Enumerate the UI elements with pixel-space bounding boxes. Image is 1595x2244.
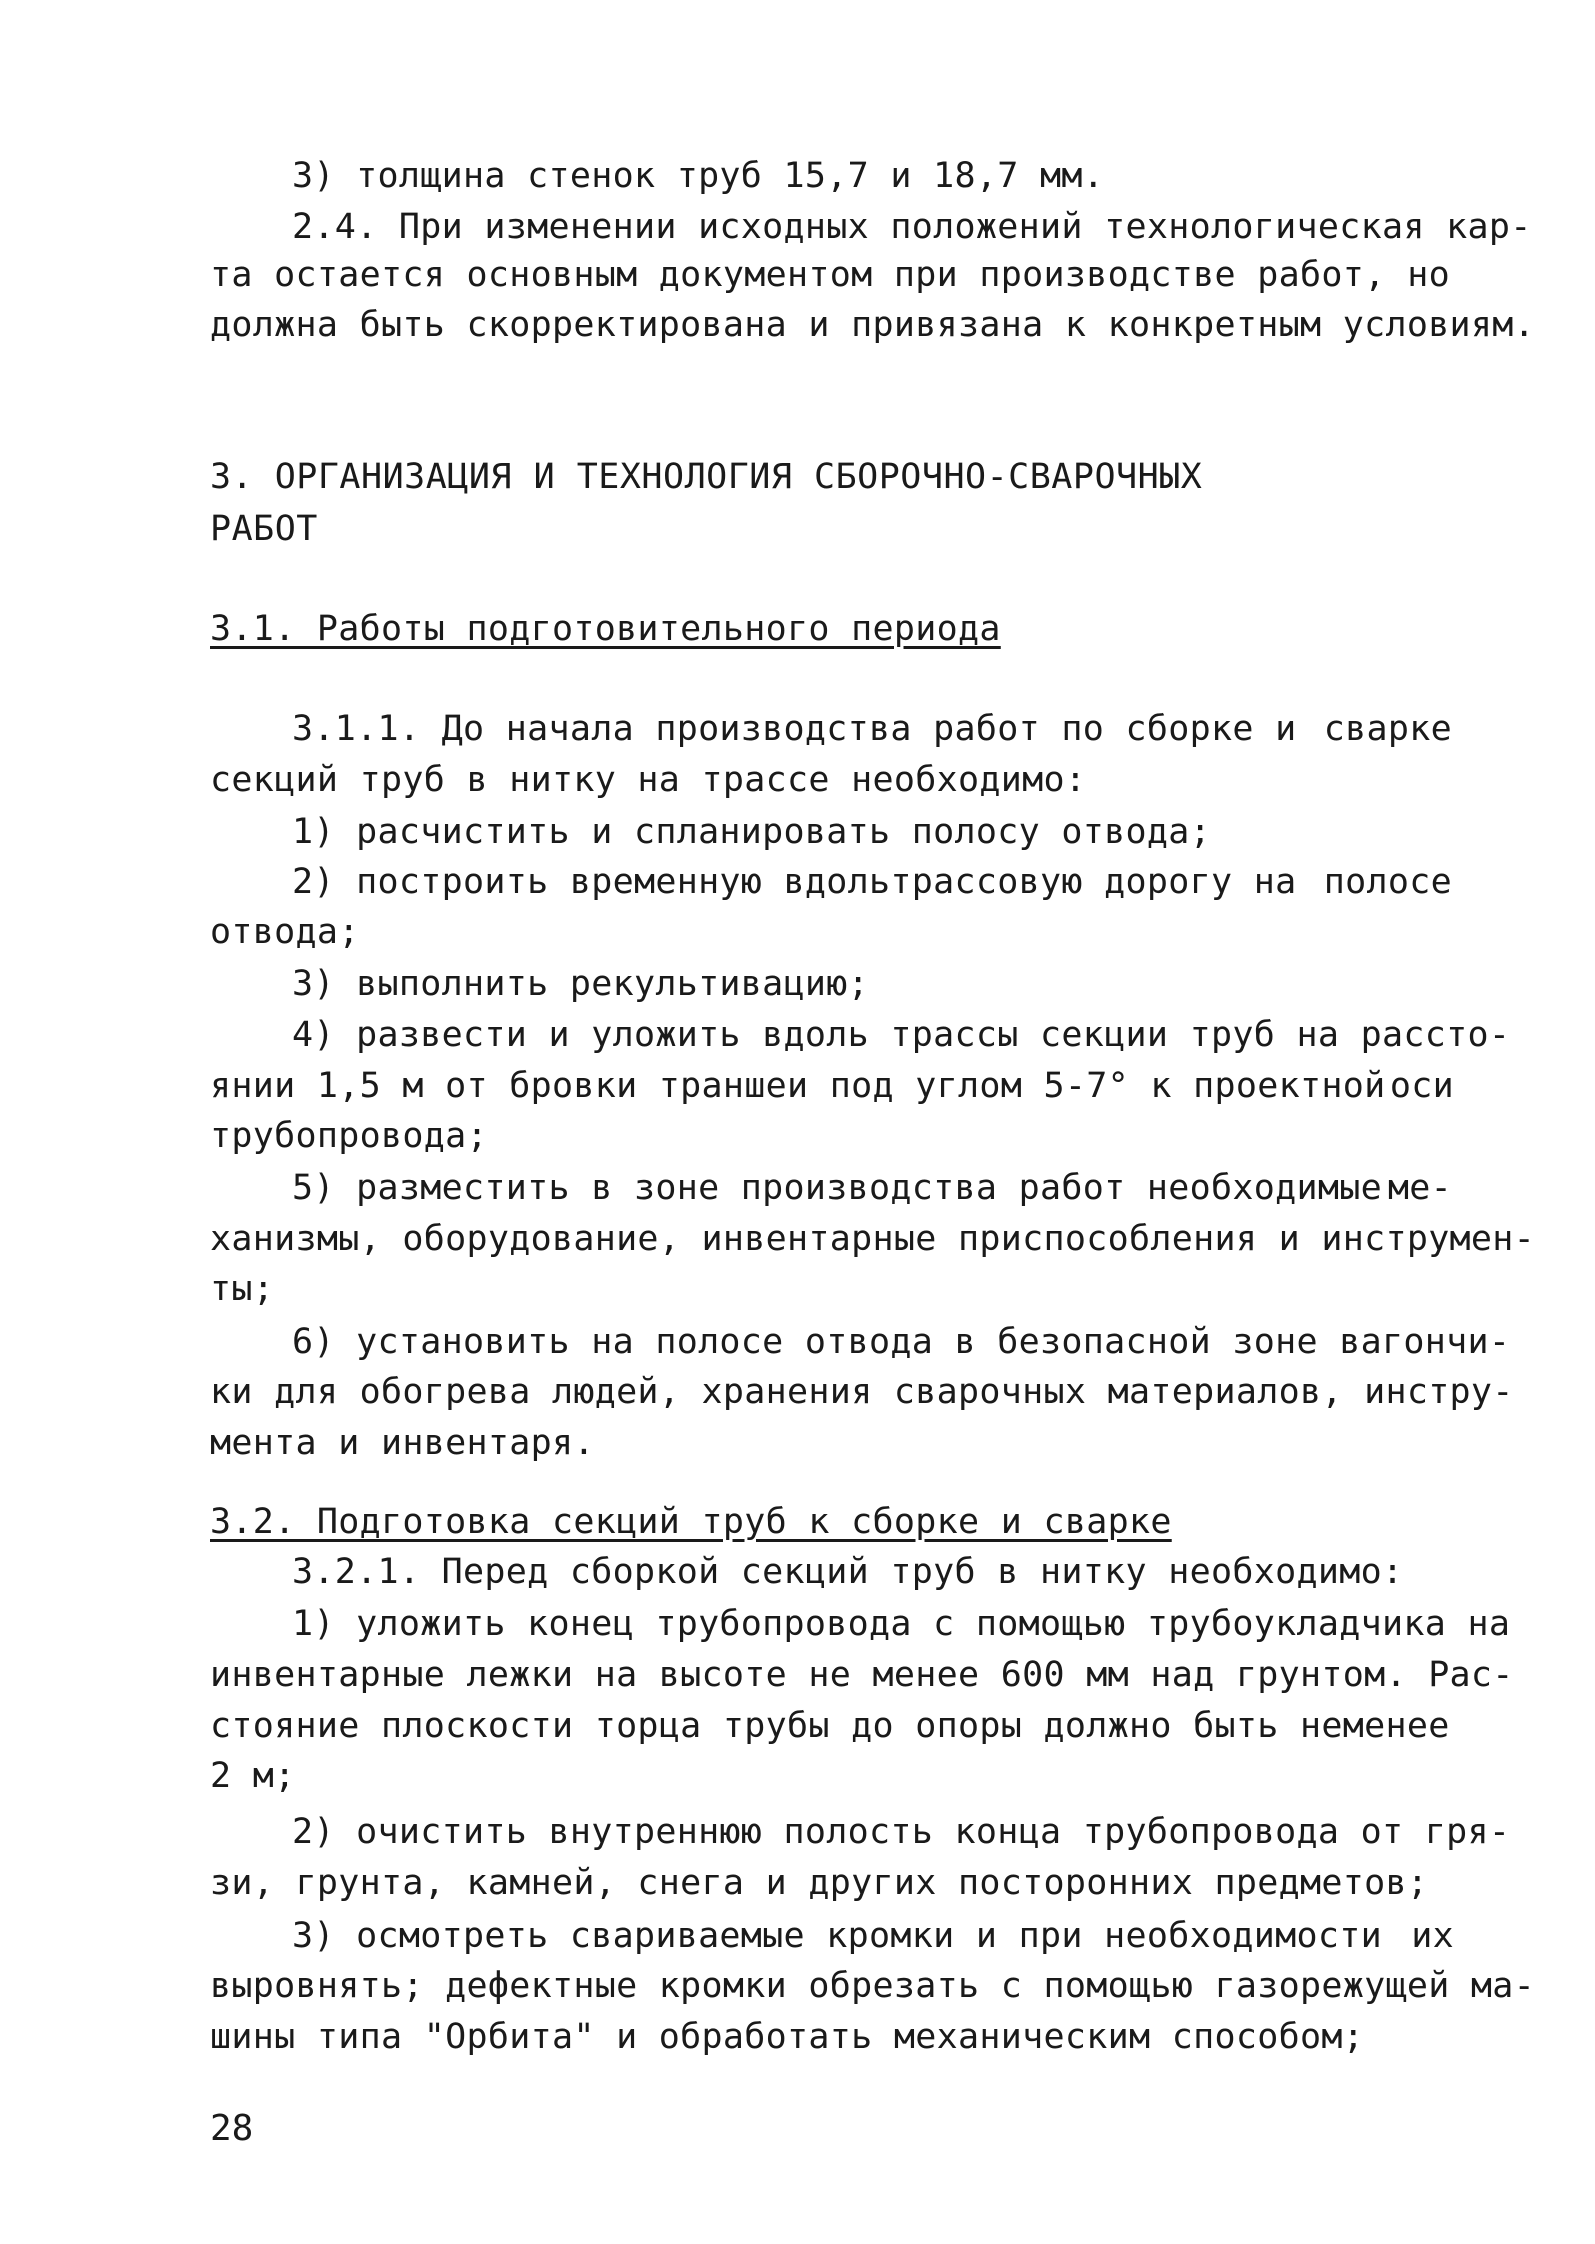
list-item-2-clean-cavity-line-1: 2) очистить внутреннюю полость конца трубопровода от гря- bbox=[292, 1812, 1511, 1852]
section-3-heading-continued: РАБОТ bbox=[210, 509, 318, 549]
list-item-3-inspect-edges-line-2: выровнять; дефектные кромки обрезать с помощью газорежущей ма- bbox=[210, 1966, 1536, 2006]
list-item-2-build-road-line-1: 2) построить временную вдольтрассовую дорогу на полосе bbox=[292, 862, 1452, 902]
list-item-6-install-wagons-line-1: 6) установить на полосе отвода в безопасной зоне вагончи- bbox=[292, 1322, 1511, 1362]
list-item-5-place-equipment-line-1: 5) разместить в зоне производства работ необходимые ме- bbox=[292, 1168, 1452, 1208]
list-item-1-lay-pipe-end-line-3: стояние плоскости торца трубы до опоры должно быть не менее bbox=[210, 1706, 1450, 1746]
list-item-3-inspect-edges-line-3: шины типа "Орбита" и обработать механическим способом; bbox=[210, 2017, 1365, 2057]
paragraph-2-4-line-2: та остается основным документом при производстве работ, но bbox=[210, 255, 1450, 295]
list-item-5-place-equipment-line-3: ты; bbox=[210, 1269, 275, 1309]
list-item-1-lay-pipe-end-line-2: инвентарные лежки на высоте не менее 600 мм над грунтом. Рас- bbox=[210, 1655, 1514, 1695]
list-item-3-inspect-edges-line-1: 3) осмотреть свариваемые кромки и при необходимости их bbox=[292, 1916, 1454, 1956]
list-item-3-recultivation: 3) выполнить рекультивацию; bbox=[292, 964, 870, 1004]
list-item-6-install-wagons-line-2: ки для обогрева людей, хранения сварочных материалов, инстру- bbox=[210, 1372, 1514, 1412]
subsection-3-1-heading: 3.1. Работы подготовительного периода bbox=[210, 609, 1001, 649]
paragraph-3-1-1-line-1: 3.1.1. До начала производства работ по сборке и сварке bbox=[292, 709, 1452, 749]
list-item-4-lay-sections-line-1: 4) развести и уложить вдоль трассы секции труб на рассто- bbox=[292, 1015, 1511, 1055]
subsection-3-2-heading: 3.2. Подготовка секций труб к сборке и сварке bbox=[210, 1502, 1172, 1542]
list-item-4-lay-sections-line-2: янии 1,5 м от бровки траншеи под углом 5-7° к проектной оси bbox=[210, 1066, 1454, 1106]
list-item-2-clean-cavity-line-2: зи, грунта, камней, снега и других посторонних предметов; bbox=[210, 1863, 1429, 1903]
list-item-1-lay-pipe-end-line-4: 2 м; bbox=[210, 1756, 296, 1796]
list-item-2-build-road-line-2: отвода; bbox=[210, 912, 360, 952]
paragraph-3-2-1: 3.2.1. Перед сборкой секций труб в нитку необходимо: bbox=[292, 1552, 1404, 1592]
list-item-5-place-equipment-line-2: ханизмы, оборудование, инвентарные приспособления и инструмен- bbox=[210, 1219, 1536, 1259]
list-item-1-lay-pipe-end-line-1: 1) уложить конец трубопровода с помощью трубоукладчика на bbox=[292, 1604, 1511, 1644]
list-item-4-lay-sections-line-3: трубопровода; bbox=[210, 1116, 488, 1156]
paragraph-3-1-1-line-2: секций труб в нитку на трассе необходимо: bbox=[210, 760, 1087, 800]
paragraph-2-4-line-1: 2.4. При изменении исходных положений технологическая кар- bbox=[292, 207, 1532, 247]
section-3-heading: 3. ОРГАНИЗАЦИЯ И ТЕХНОЛОГИЯ СБОРОЧНО-СВАРОЧНЫХ bbox=[210, 457, 1203, 497]
list-item-pipe-wall-thickness: 3) толщина стенок труб 15,7 и 18,7 мм. bbox=[292, 156, 1105, 196]
paragraph-2-4-line-3: должна быть скорректирована и привязана к конкретным условиям. bbox=[210, 305, 1536, 345]
list-item-6-install-wagons-line-3: мента и инвентаря. bbox=[210, 1423, 595, 1463]
page-number: 28 bbox=[210, 2108, 254, 2149]
list-item-1-clear-strip: 1) расчистить и спланировать полосу отвода; bbox=[292, 812, 1211, 852]
